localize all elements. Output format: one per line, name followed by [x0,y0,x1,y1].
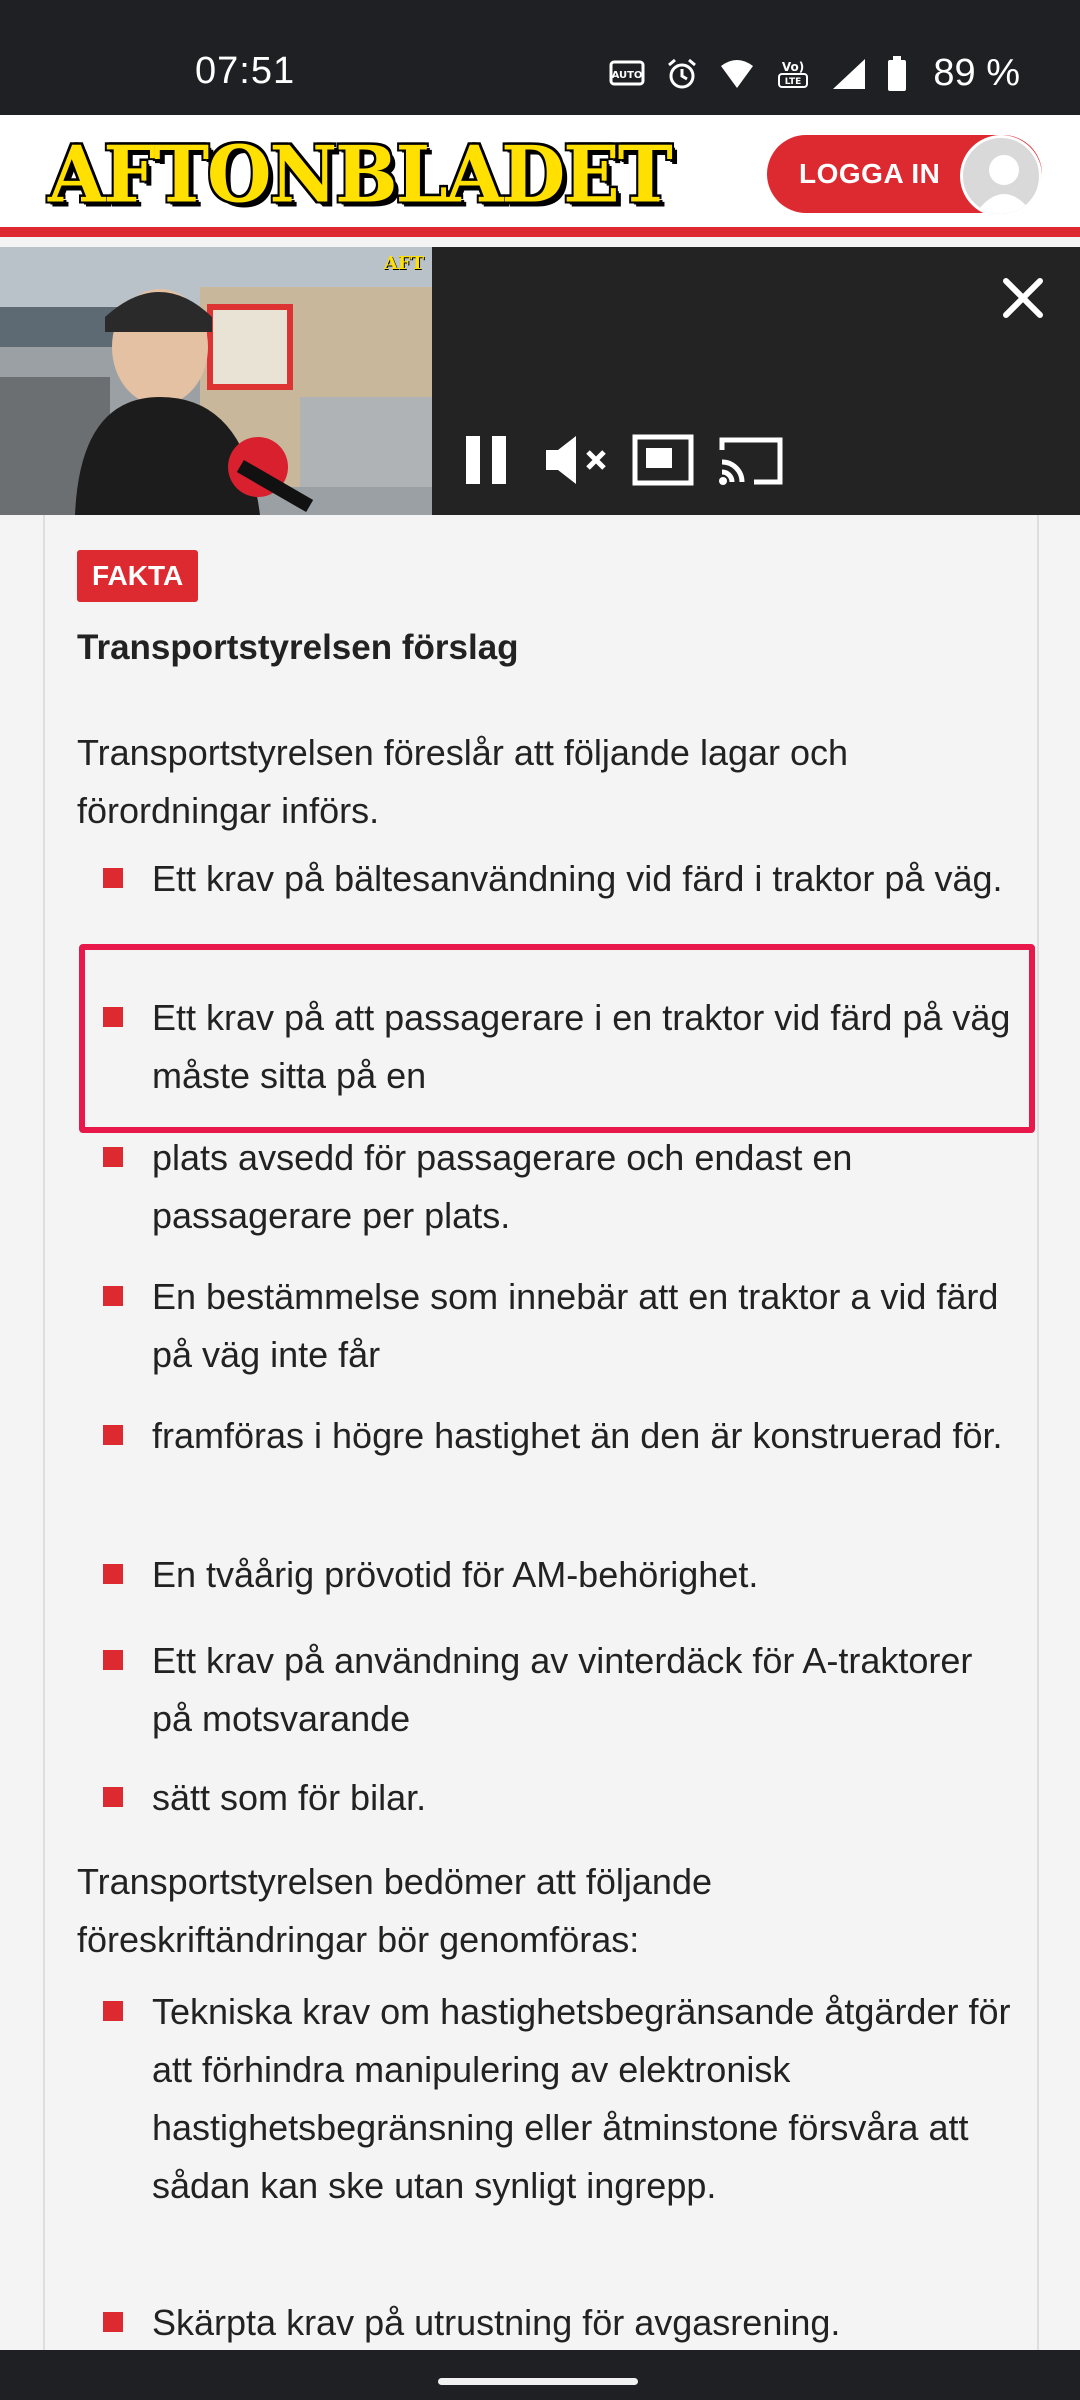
navigation-bar [0,2350,1080,2400]
fact-title: Transportstyrelsen förslag [77,628,519,667]
highlight-box [79,944,1035,1133]
close-icon [996,271,1050,325]
alarm-icon [665,57,699,91]
picture-in-picture-button[interactable] [632,434,694,491]
bullet-icon [103,2001,123,2021]
bullet-icon [103,1286,123,1306]
list-item: sätt som för bilar. [152,1777,427,1818]
svg-text:Vo): Vo) [782,59,805,74]
logo-text: AFTONBLADET [48,129,671,221]
list-item: Ett krav på att passagerare i en traktor vid färd på väg måste sitta på en [152,997,1011,1096]
status-icons [609,52,1020,95]
auto-hz-icon [609,58,645,90]
list-item: Ett krav på användning av vinterdäck för A-traktorer på motsvarande [152,1640,973,1739]
second-intro: Transportstyrelsen bedömer att följande föreskriftändringar bör genomföras: [77,1861,712,1960]
svg-text:AUTO: AUTO [611,69,643,81]
close-video-button[interactable] [996,271,1050,325]
pip-icon [632,434,694,486]
site-header [0,115,1080,237]
pause-icon [462,432,512,488]
list-item: Ett krav på bältesanvändning vid färd i traktor på väg. [152,858,1003,899]
video-thumbnail[interactable] [0,247,432,515]
battery-icon [887,56,907,92]
list-item: En bestämmelse som innebär att en traktor a vid färd på väg inte får [152,1276,999,1375]
bullet-icon [103,1564,123,1584]
bullet-icon [103,1147,123,1167]
wifi-icon [719,58,755,90]
list-item: plats avsedd för passagerare och endast en passagerare per plats. [152,1137,853,1236]
login-button[interactable] [767,135,1042,213]
mute-button[interactable] [542,432,612,493]
bullet-icon [103,868,123,888]
list-item: Tekniska krav om hastighetsbegränsande åtgärder för att förhindra manipulering av elektronisk hastighetsbegränsning eller åtminstone försvåra att sådan kan ske utan synligt ingrepp. [152,1991,1011,2206]
pause-button[interactable] [462,432,512,493]
signal-icon [831,57,867,91]
list-item: framföras i högre hastighet än den är konstruerad för. [152,1415,1003,1456]
muted-speaker-icon [542,432,612,488]
list-item: Skärpta krav på utrustning för avgasrening. [152,2302,841,2343]
floating-video-player[interactable] [0,247,1080,515]
status-bar [0,0,1080,115]
svg-text:LTE: LTE [785,76,802,87]
fact-badge: FAKTA [77,550,198,602]
cast-icon [718,434,784,486]
fact-intro: Transportstyrelsen föreslår att följande lagar och förordningar införs. [77,732,849,831]
list-item: En tvåårig prövotid för AM-behörighet. [152,1554,759,1595]
bullet-icon [103,2312,123,2332]
home-indicator[interactable] [438,2378,638,2385]
status-time: 07:51 [195,50,296,92]
volte-icon [775,57,811,91]
thumb-logo: AFT [383,253,424,274]
login-label: LOGGA IN [799,158,941,189]
bullet-icon [103,1650,123,1670]
aftonbladet-logo[interactable] [48,129,671,221]
bullet-icon [103,1787,123,1807]
battery-percent: 89 % [933,52,1020,94]
cast-button[interactable] [718,434,784,491]
bullet-icon [103,1425,123,1445]
avatar-icon[interactable] [960,135,1042,217]
